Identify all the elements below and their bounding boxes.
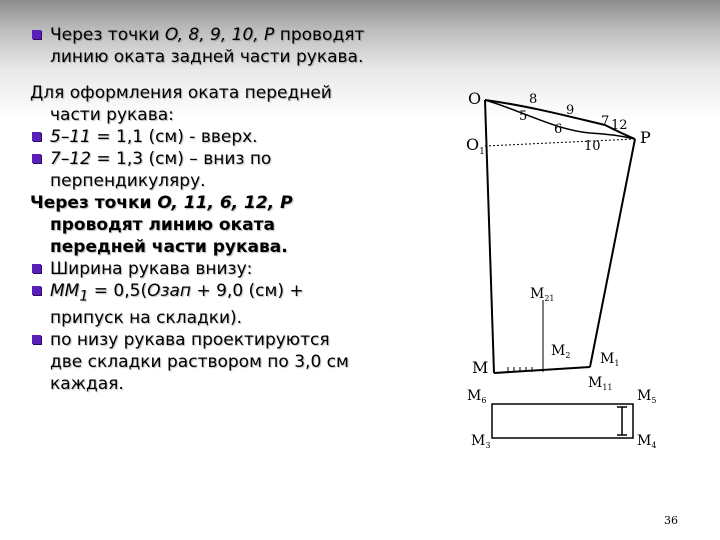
- bullet-item: по низу рукава проектируются: [30, 329, 450, 351]
- label-8: 8: [529, 92, 538, 107]
- label-12: 12: [611, 118, 628, 133]
- label-m11: $M_{11}$: [588, 375, 613, 392]
- bullet-item-continuation: каждая.: [50, 374, 124, 395]
- page-number: 36: [664, 514, 678, 527]
- label-5: 5: [519, 109, 528, 124]
- bullet-item: Ширина рукава внизу:: [30, 258, 450, 280]
- label-m: M: [472, 358, 489, 377]
- label-p: P: [640, 128, 651, 147]
- bold-paragraph-continuation: проводят линию оката: [50, 215, 275, 235]
- cap-base-line: [485, 139, 635, 146]
- label-o1: $O_1$: [466, 135, 485, 157]
- cuff-box: [492, 404, 633, 438]
- bullet-item: Через точки O, 8, 9, 10, P проводят: [30, 24, 450, 46]
- label-m5: $M_5$: [637, 388, 657, 405]
- bold-paragraph: Через точки O, 11, 6, 12, P: [30, 193, 293, 213]
- bold-paragraph-continuation: передней части рукава.: [50, 237, 288, 257]
- label-m4: $M_4$: [637, 433, 657, 450]
- label-6: 6: [554, 122, 563, 137]
- label-m1: $M_1$: [600, 351, 620, 368]
- label-7: 7: [601, 114, 610, 129]
- label-9: 9: [566, 103, 575, 118]
- label-o: O: [468, 89, 482, 108]
- cuff-rectangle: [492, 404, 633, 438]
- bullet-item: 5–11 = 1,1 (см) - вверх.: [30, 126, 450, 148]
- label-m6: $M_6$: [467, 388, 487, 405]
- bullet-item: $MM_1$ = 0,5(Озап + 9,0 (см) +: [30, 280, 450, 307]
- label-m2: $M_2$: [551, 343, 571, 360]
- bullet-item-continuation: припуск на складки).: [50, 308, 243, 329]
- diagram-labels: [466, 89, 656, 450]
- label-m21: $M_{21}$: [530, 286, 555, 303]
- paragraph-continuation: части рукава:: [50, 105, 174, 125]
- sleeve-front-seam: [590, 139, 635, 367]
- bullet-item-continuation: линию оката задней части рукава.: [50, 47, 364, 67]
- sleeve-back-seam: [485, 100, 494, 373]
- label-10: 10: [584, 139, 601, 154]
- sleeve-outline: [485, 100, 635, 373]
- bullet-item: 7–12 = 1,3 (см) – вниз по: [30, 148, 450, 170]
- label-m3: $M_3$: [471, 433, 491, 450]
- bullet-item-continuation: две складки раствором по 3,0 см: [50, 352, 349, 373]
- bullet-item-continuation: перпендикуляру.: [50, 171, 206, 191]
- paragraph: Для оформления оката передней: [30, 83, 332, 103]
